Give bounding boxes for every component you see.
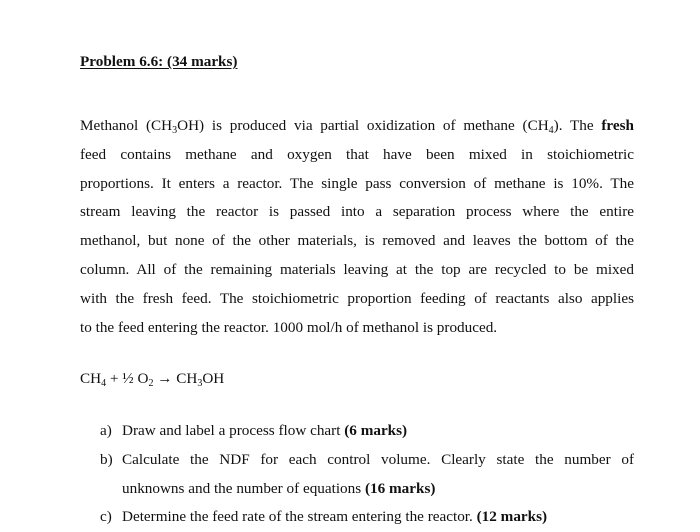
problem-title: Problem 6.6: (34 marks): [80, 53, 238, 70]
statement-line-4: stream leaving the reactor is passed into a separation process where the entire: [80, 203, 634, 221]
fresh-emphasis: fresh: [601, 117, 634, 134]
statement-line-7: with the fresh feed. The stoichiometric proportion feeding of reactants also applies: [80, 289, 634, 307]
question-label: c): [100, 508, 112, 526]
statement-line-1: Methanol $(CH_3OH)$ is produced via partial oxidization of methane $(CH_4)$. The fresh: [80, 117, 634, 136]
question-label: a): [100, 422, 112, 439]
marks-badge: (12 marks): [476, 508, 548, 526]
reaction-equation: $CH_4$ + ½ $O_2 \to CH_3OH$: [80, 370, 225, 389]
question-label: b): [100, 450, 113, 468]
question-list: [100, 417, 634, 532]
statement-line-3: proportions. It enters a reactor. The single pass conversion of methane is 10%. The: [80, 174, 634, 192]
question-c: c) Determine the feed rate of the stream entering the reactor. (12 marks): [100, 503, 634, 532]
marks-badge: (6 marks): [344, 422, 408, 439]
marks-badge: (16 marks): [364, 479, 436, 497]
statement-line-6: column. All of the remaining materials leaving at the top are recycled to be mixed: [80, 260, 634, 278]
question-b: b) Calculate the NDF for each control volume. Clearly state the number of unknowns and the number of equations (16 marks): [100, 446, 634, 504]
question-a: a) Draw and label a process flow chart (6 marks): [100, 417, 634, 446]
problem-statement: [80, 112, 634, 342]
statement-line-2: feed contains methane and oxygen that have been mixed in stoichiometric: [80, 145, 634, 163]
statement-line-8: to the feed entering the reactor. 1000 mol/h of methanol is produced.: [80, 318, 498, 336]
statement-line-5: methanol, but none of the other materials, is removed and leaves the bottom of the: [80, 232, 634, 250]
